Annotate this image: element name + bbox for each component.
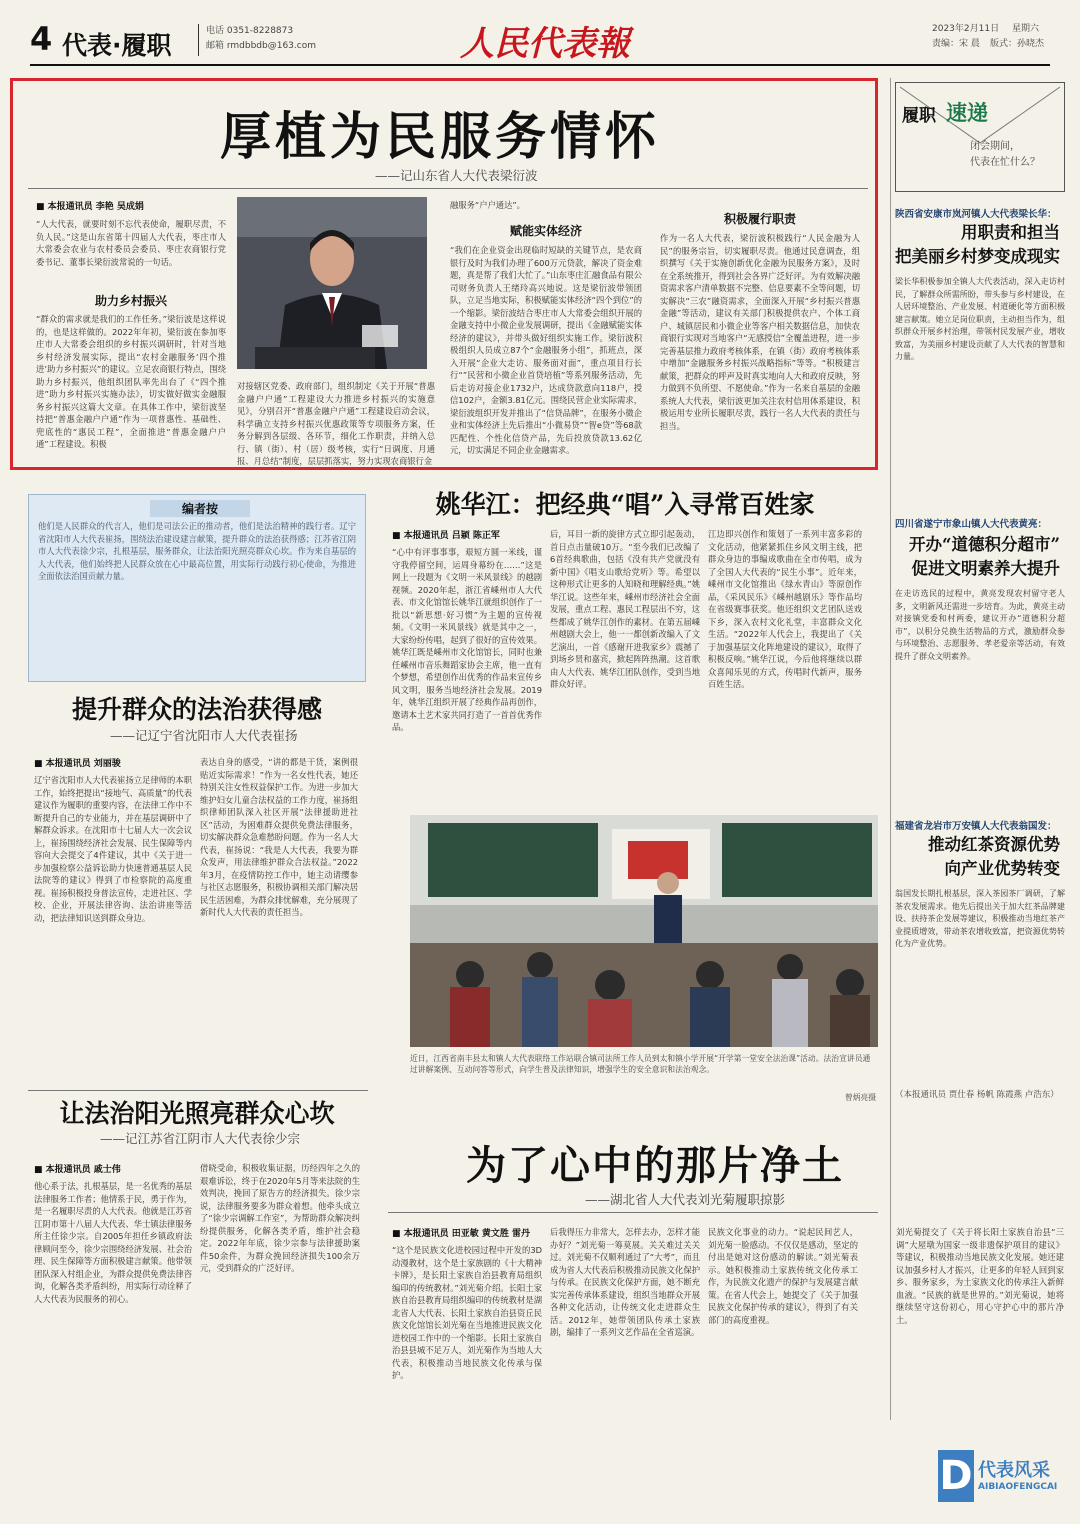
article2-headline: 提升群众的法治获得感 (71, 695, 322, 724)
lead-intro: “人大代表，就要时刻不忘代表使命，履职尽责，不负人民。”这是山东省第十四届人大代表，枣庄市人大常委会农业与农村委员会委员、枣庄农商银行党委书记、董事长梁衍波常说的一句话。 (36, 219, 226, 267)
issue-weekday: 星期六 (1012, 24, 1040, 34)
sidebar-tagline-2: 代表在忙什么？ (970, 157, 1040, 168)
sidebar-item-1-headline-b: 把美丽乡村梦变成现实 (895, 247, 1060, 266)
masthead (30, 14, 1050, 64)
sidebar-item-2-headline-b: 促进文明素养大提升 (911, 559, 1060, 578)
sidebar-credit: （本报通讯员 贾仕春 杨帆 陈霞燕 卢浩东） (895, 1090, 1059, 1100)
article2-body-a: 辽宁省沈阳市人大代表崔扬立足律师的本职工作，始终把提出“接地气、高质量”的代表建议作为履职的重要内容，在法律工作中不断提升自己的专业能力，并在基层调研中了解群众诉求。在沈阳市十七届人大一次会议上，崔扬围绕经济社会发展、民生保障等内容向大会提交了4件建议，其中《关于进一步加强检察公益诉讼助力快速普通基层人民法院等的建议》得到了市检察院的高度重视。崔扬积极投身普法宣传，走进社区、学校、企业，开展法律咨询、法治讲座等活动，把法律知识送到群众身边。 (34, 775, 192, 923)
article3-col-3: 江边即兴创作和策划了一系列丰富多彩的文化活动，他紧紧抓住乡风文明主线，把群众身边的事编成歌曲在全市传唱，成为了全国人大代表的“民生小事”。近年来，嵊州市文化馆推出《绿水青山》等原创作品，《采风民乐》《嵊州越剧乐》等作品均在省级赛事获奖。他还组织文艺团队送戏下乡，深入农村文化礼堂，丰富群众文化生活。“2022年人代会上，我提出了《关于加强基层文化阵地建设的建议》，取得了积极反响。”姚华江说，今后他将继续以群众喜闻乐见的方式，传唱时代新声，服务百姓生活。 (708, 529, 862, 689)
editor-credit: 责编：宋 晨 (932, 39, 980, 49)
article5-byline: ■ 本报通讯员 田亚敏 黄文胜 雷丹 (392, 1229, 531, 1239)
sidebar-item-2-tag: 四川省遂宁市象山镇人大代表黄亮： (895, 519, 1048, 530)
issue-date: 2023年2月11日 (932, 24, 1000, 34)
sidebar-item-3-tag: 福建省龙岩市万安镇人大代表翁国发： (895, 821, 1057, 832)
article5-col-1: “这个是民族文化进校园过程中开发的3D动漫教材，这个是土家族剧的《十大精神卡牌》，是长阳土家族自治县教育局组织编印的传统教材。”刘光菊介绍。长阳土家族自治县教育局组织编印的传统教材是湖北省人大代表、长阳土家族自治县资丘民族文化馆馆长刘光菊在当地推进民族文化进校园工作中的一个缩影。长阳土家族自治县县城不足万人，刘光菊作为当地人大代表，积极推动当地民族文化传承与保护。 (392, 1245, 542, 1380)
lead-paragraph-1: “群众的需求就是我们的工作任务。”梁衍波是这样说的，也是这样做的。2022年年初，梁衍波在参加枣庄市人大常委会组织的乡村振兴调研时，针对当地乡村经济发展实际，提出“农村金融服务‘四个推进’助力乡村振兴”的建议。立足农商银行特点，围绕助力乡村振兴，他组织团队率先出台了《“四个推进”助力乡村振兴实施办法》，切实做好做实金融服务乡村振兴这篇大文章。在具体工作中，梁衍波坚持把“普惠金融户户通”作为一项普惠性、基础性、兜底性的“惠民工程”，全面推进“普惠金融户户通”工程建设。积极 (36, 314, 226, 449)
article4-body-a: 他心系于法，扎根基层，是一名优秀的基层法律服务工作者；他情系于民，勇于作为，是一名履职尽责的人大代表。他就是江苏省江阴市第十八届人大代表、华士镇法律服务所主任徐少宗。自2005年担任乡镇政府法律顾问至今，徐少宗围绕经济发展、社会治理、民生保障等方面积极建言献策。他带领团队深入村组企业，为群众提供免费法律咨询，化解各类矛盾纠纷，用实际行动诠释了人大代表为民服务的初心。 (34, 1181, 192, 1304)
lead-paragraph-3: 作为一名人大代表，梁衍波积极践行“人民金融为人民”的服务宗旨，切实履职尽责。他通过民意调查，组织撰写《关于实施创新优化金融为民服务方案》，及时在全系统推开，得到社会各界广泛好评。为有效解决融资需求客户清单数据不完整、信息要素不全等问题，切实解决“三农”融资需求，全面深入开展“乡村振兴普惠金融”等活动，建议有关部门积极提供农户、个体工商户、城镇居民和小微企业等客户相关数据信息，加快农商银行实现对当地客户“无感授信”全覆盖进程，进一步完善基层推力政府考核体系，在镇（街）政府考核体系中增加“金融服务乡村振兴战略指标”等等。“积极建言献策，把群众的呼声及时真实地向人大和政府反映，努力做到不负所望、不愿使命。”作为一名来自基层的金融系统人大代表，梁衍波更加关注农村信用体系建设，积极运用专业所长履职尽责，践行一名人大代表的责任与担当。 (660, 233, 860, 431)
editor-note-body: 他们是人民群众的代言人，他们是司法公正的推动者，他们是法治精神的践行者。辽宁省沈阳市人大代表崔扬，围绕法治建设建言献策，提升群众的法治获得感；江苏省江阴市人大代表徐少宗，扎根基层，服务群众，让法治阳光照亮群众心坎。作为来自基层的人大代表，他们始终把人民群众放在心中最高位置，用实际行动践行初心使命，为推进全面依法治国贡献力量。 (38, 521, 356, 581)
sidebar-tagline-1: 闭会期间， (970, 141, 1020, 152)
article4-body-b: 借晓受命，积极收集证据，历经四年之久的艰难诉讼，终于在2020年5月等来法院的生效判决，挽回了原告方的经济损失。徐少宗说，法律服务要多为群众着想。他牵头成立了“徐少宗调解工作室”，为帮助群众解决纠纷提供服务，化解各类矛盾，维护社会稳定。2022年年底，徐少宗参与法律援助案件50余件，为群众挽回经济损失100余万元，受到群众的广泛好评。 (200, 1163, 360, 1273)
sidebar-item-1-headline-a: 用职责和担当 (961, 223, 1060, 242)
lead-paragraph-mid: 对接辖区党委、政府部门，组织制定《关于开展“普惠金融户户通”工程建设大力推进乡村振兴的实施意见》，分别召开“普惠金融户户通”工程建设启动会议，科学确立支持乡村振兴优惠政策等专项服务方案，任务分解到各层级、各环节，细化工作职责，并纳入总行、镇（街）、村（居）级考核，实行“日调度、月通报、月总结”制度，层层抓落实，努力实现农商银行金 (237, 381, 435, 466)
article3-byline: ■ 本报通讯员 吕颖 陈正军 (392, 531, 500, 541)
classroom-photo (410, 815, 878, 1047)
logo-letter: D (938, 1450, 974, 1502)
logo-chinese: 代表风采 (978, 1460, 1050, 1481)
article5-headline: 为了心中的那片净土 (466, 1142, 844, 1189)
article4-byline: ■ 本报通讯员 戚士伟 (34, 1165, 121, 1175)
logo-english: AIBIAOFENGCAI (978, 1482, 1058, 1492)
article2-subtitle: ——记辽宁省沈阳市人大代表崔扬 (110, 728, 298, 743)
delegate-portrait (237, 197, 427, 369)
column-logo (938, 1448, 1064, 1506)
sidebar-item-2-body: 在走访选民的过程中，黄亮发现农村留守老人多，文明新风还需进一步培育。为此，黄亮主动对接镇党委和村两委，建议开办“道德积分超市”，以积分兑换生活物品的方式，激励群众参与环境整治、志愿服务、孝老爱亲等活动，有效提升了群众文明素养。 (895, 589, 1065, 661)
sidebar-item-1-tag: 陕西省安康市岚河镇人大代表梁长华： (895, 209, 1057, 220)
classroom-scene (410, 815, 878, 1047)
article5-col-4: 刘光菊提交了《关于将长阳土家族自治县“三调”大屋墩为国家一级非遗保护项目的建议》等建议，积极推动当地民族文化发展。她还建议加强乡村人才振兴，让更多的年轻人回到家乡、服务家乡，为土家族文化的传承注入新鲜血液。“民族的就是世界的。”刘光菊说，她将继续坚守这份初心，用心守护心中的那片净土。 (896, 1227, 1064, 1325)
lead-photo (237, 197, 427, 369)
sidebar-item-3-headline-a: 推动红茶资源优势 (928, 835, 1060, 854)
article5-subtitle: ——湖北省人大代表刘光菊履职掠影 (585, 1192, 786, 1207)
page-number: 4 (30, 20, 53, 58)
sidebar-title-b: 速递 (946, 100, 988, 125)
contact-phone: 电话 0351-8228873 (206, 26, 294, 36)
article5-col-2: 后我得压力非常大，怎样去办，怎样才能办好？”刘光菊一筹莫展。关关难过关关过。刘光菊不仅顺利通过了“大考”，而且成为省人大代表后积极推动民族文化保护与传承。在民族文化保护方面，她不断充实完善传承体系建设，组织当地群众开展各种文化活动，让传统文化走进群众生活。2012年，她带领团队传承土家族剧，编排了一系列文艺作品在全省巡演。 (550, 1227, 700, 1337)
photo-credit: 曾炳亮摄 (844, 1093, 876, 1102)
sidebar-title-a: 履职 (902, 106, 936, 126)
contact-email: 邮箱 rmdbbdb@163.com (206, 41, 316, 51)
lead-section-heading-3: 积极履行职责 (723, 212, 796, 226)
lead-section-heading-2: 赋能实体经济 (509, 224, 582, 238)
sidebar-item-3-headline-b: 向产业优势转变 (944, 859, 1060, 878)
article2-byline: ■ 本报通讯员 刘丽骏 (34, 759, 121, 769)
lead-col2-start: 融服务“户户通达”。 (450, 200, 525, 210)
lead-subtitle: ——记山东省人大代表梁衍波 (375, 168, 538, 183)
lead-paragraph-2: “我们在企业资金出现临时短缺的关键节点，是农商银行及时为我们办理了600万元贷款，解决了资金难题，真是帮了我们大忙了。”山东枣庄汇融食品有限公司财务负责人王绪玲高兴地说。这是梁衍波带领团队，立足当地实际，积极赋能实体经济“四个到位”的一个缩影。梁衍波结合枣庄市人大常委会组织开展的金融支持中小微企业发展调研，提出《金融赋能实体经济的建议》，并带头做好组织实施工作。梁衍波积极组织人员成立87个“金融服务小组”，抓班点，深入开展“企业大走访、服务面对面”，重点项目行长行“”民营和小微企业首贷培植“等系列服务活动，先后走访对接企业1732户，达成贷款意向118户，授信102户，金额3.81亿元。围绕民营企业实际需求，梁衍波组织开发并推出了“信贷品牌”，在服务小微企业和实体经济上先后推出“小微易贷”“智e贷”等68款匹配性、个性化信贷产品，先后投放贷款13.62亿元，切实满足不同企业金融需求。 (450, 245, 642, 455)
article3-headline: 姚华江：把经典“唱”入寻常百姓家 (435, 490, 815, 519)
article5-col-3: 民族文化事业的动力。“说起民间艺人，刘光菊一脸感动。不仅仅是感动，坚定的付出是她对这份感动的解读。”刘光菊表示。她积极推动土家族传统文化传承工作，为民族文化遗产的保护与发展建言献策。在省人代会上，她提交了《关于加强民族文化保护传承的建议》，得到了有关部门的高度重视。 (708, 1227, 858, 1325)
sidebar-item-2-headline-a: 开办“道德积分超市” (909, 535, 1060, 554)
article3-col-1: “心中有评事事事，艰短方圆一米线，谨守我停留空间，运周身幕纷在……”这是网上一段题为《文明一米风景线》的越剧视频。2020年起，浙江省嵊州市人大代表、市文化馆馆长姚华江就组织创作了一批以“新思想·好习惯”为主题的宣传视频。《文明一米风景线》就是其中之一，大家纷纷传唱，起到了很好的宣传效果。姚华江既是嵊州市文化馆馆长，同时也兼任嵊州市音乐舞蹈家协会主席，他一直有个梦想，希望创作出优秀的作品来宣传乡风文明，服务当地经济社会发展。2019年，姚华江组织开展了经典作品再创作，邀请本土艺术家共同打造了一首首优秀作品。 (392, 547, 542, 732)
article3-col-2: 后，耳目一新的旋律方式立即引起轰动，首日点击量破10万。“至今我们已改编了6首经典歌曲，包括《没有共产党就没有新中国》《唱支山歌给党听》等。希望以这种形式让更多的人知晓和理解经典。”姚华江说。这些年来，嵊州市经济社会全面发展，重点工程、惠民工程层出不穷，这些都成了姚华江创作的素材。在第五届嵊州越剧大会上，他一一都创新改编入了文艺演出，一首《感谢开进我家乡》震撼了到场乡贤和嘉宾，掀起阵阵热潮。这首歌由人大代表、姚华江团队创作，受到当地群众好评。 (550, 529, 700, 689)
lead-headline: 厚植为民服务情怀 (219, 107, 660, 167)
paper-name-logo: 人民代表報 (460, 24, 630, 64)
sidebar-item-3-body: 翁国发长期扎根基层，深入茶园茶厂调研，了解茶农发展需求。他先后提出关于加大红茶品牌建设、扶持茶企发展等建议，积极推动当地红茶产业提质增效，带动茶农增收致富，把资源优势转化为产业优势。 (895, 889, 1065, 948)
sidebar-item-1-body: 梁长华积极参加全镇人大代表活动，深入走访村民，了解群众所需所盼，带头参与乡村建设，在人居环境整治、产业发展、村道硬化等方面积极建言献策。她立足岗位职责，主动担当作为，组织群众开展乡村治理，带领村民发展产业，增收致富，为美丽乡村建设贡献了人大代表的智慧和力量。 (895, 277, 1065, 361)
article2-body-b: 表达自身的感受，“讲的都是干货，案例很贴近实际需求！”作为一名女性代表，她还特别关注女性权益保护工作。为进一步加大维护妇女儿童合法权益的工作力度，崔扬组织律师团队深入社区开展“法律援助进社区”活动，为困难群众提供免费法律服务，切实解决群众急难愁盼问题。作为一名人大代表，崔扬说：“我是人大代表，我要为群众发声，用法律维护群众合法权益。”2022年3月，在疫情防控工作中，她主动请缨参与社区志愿服务，积极协调相关部门解决居民生活困难，为群众排忧解难，充分展现了新时代人大代表的责任担当。 (200, 757, 358, 917)
lead-section-heading-1: 助力乡村振兴 (94, 294, 167, 308)
article4-headline: 让法治阳光照亮群众心坎 (59, 1099, 335, 1128)
editor-note-title: 编者按 (150, 500, 250, 517)
section-name: 代表·履职 (62, 31, 172, 60)
article4-subtitle: ——记江苏省江阴市人大代表徐少宗 (100, 1131, 301, 1146)
sidebar-header (895, 82, 1065, 192)
photo-caption: 近日，江西省南丰县太和镇人大代表联络工作站联合镇司法所工作人员到太和镇小学开展“开学第一堂安全法治课”活动。法治宣讲员通过讲解案例、互动问答等形式，向学生普及法律知识，增强学生的安全意识和法治观念。 (410, 1054, 871, 1074)
lead-byline: ■ 本报通讯员 李艳 吴成娟 (36, 202, 144, 212)
designer-credit: 版式：孙晓杰 (990, 39, 1045, 49)
